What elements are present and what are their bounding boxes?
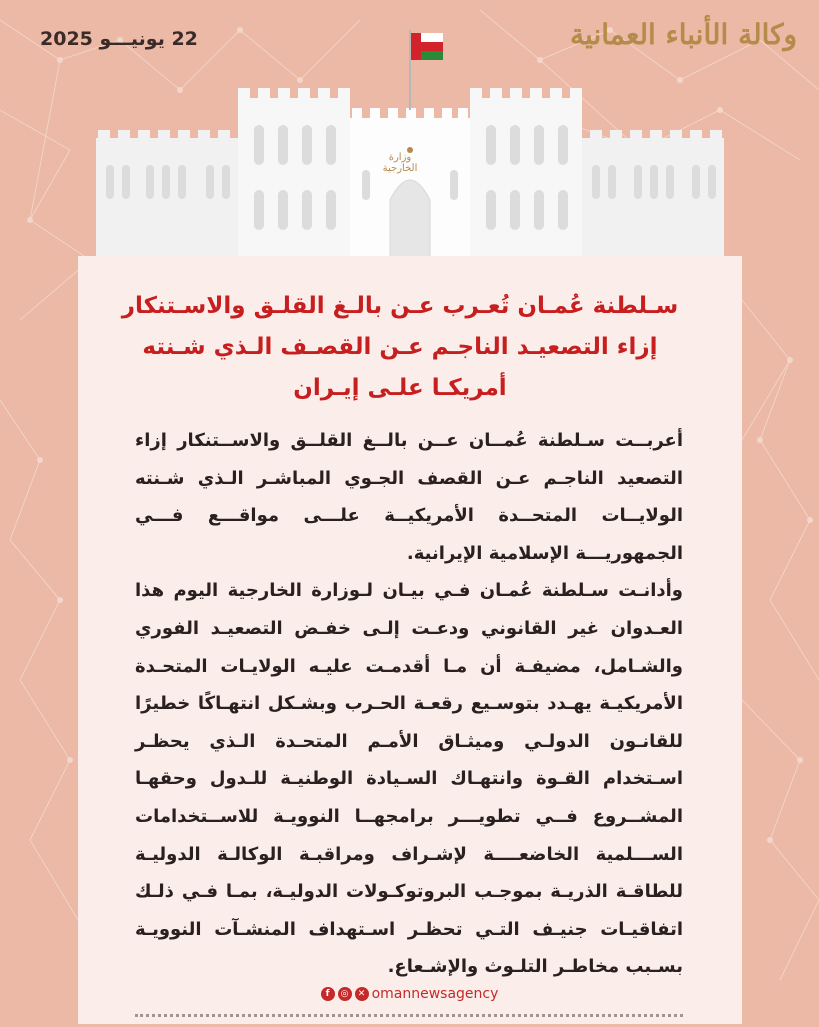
ministry-building-illustration xyxy=(96,30,724,270)
building-plaque: وزارة الخارجية xyxy=(382,152,418,174)
article-paragraph: أعربــت سـلطنة عُمــان عــن بالــغ القلــق والاســتنكار إزاء التصعيد الناجـم عـن القصف الجـوي المباشـر الـذي شـنته الولايــات المتحــدة الأمريكيــة علـــى مواقـــع فـــي الجمهوريـــة الإسلامية الإيرانية. xyxy=(135,430,683,564)
article-paragraph: وأدانـت سـلطنة عُمـان فـي بيـان لـوزارة الخارجية اليوم هذا العـدوان غير القانوني ودعـت إلـى خفـض التصعيـد الفوري والشـامل، مضيفـة أن مـا أقدمـت عليـه الولايـات المتحـدة الأمريكيـة يهـدد بتوسـيع رقعـة الحـرب وبشـكل انتهـاكًا خطيرًا للقانـون الدولـي وميثـاق الأمـم المتحـدة الـذي يحظـر اسـتخدام القـوة وانتهـاك السـيادة الوطنيـة للـدول وحقهـا المشــروع فــي تطويـــر برامجهــا النوويـة للاســتخدامات الســـلمية الخاضعــــة لإشـراف ومراقبـة الوكالـة الدوليـة للطاقـة الذريـة بموجـب البروتوكـولات الدوليـة، بمـا فـي ذلـك اتفاقيـات جنيـف التـي تحظـر اسـتهداف المنشـآت النوويـة بسـبب مخاطـر التلـوث والإشـعاع. xyxy=(135,580,683,978)
title-line: سـلطنة عُمـان تُعـرب عـن بالـغ القلـق والاسـتنكار xyxy=(121,293,679,319)
footer-social xyxy=(0,986,819,1002)
title-line: أمريكـا علـى إيـران xyxy=(293,375,507,401)
cut-off-text-line xyxy=(135,1014,683,1027)
social-handle[interactable]: omannewsagency xyxy=(371,986,499,1002)
article-title xyxy=(110,286,690,409)
facebook-icon[interactable]: f xyxy=(321,987,335,1001)
instagram-icon[interactable]: ◎ xyxy=(338,987,352,1001)
x-icon[interactable]: ✕ xyxy=(355,987,369,1001)
agency-logo: وكالة الأنباء العمانية xyxy=(570,18,797,51)
date-label: 22 يونيـــو 2025 xyxy=(40,28,198,50)
title-line: إزاء التصعيـد الناجـم عـن القصـف الـذي شـنته xyxy=(142,334,658,360)
article-body xyxy=(135,422,683,986)
